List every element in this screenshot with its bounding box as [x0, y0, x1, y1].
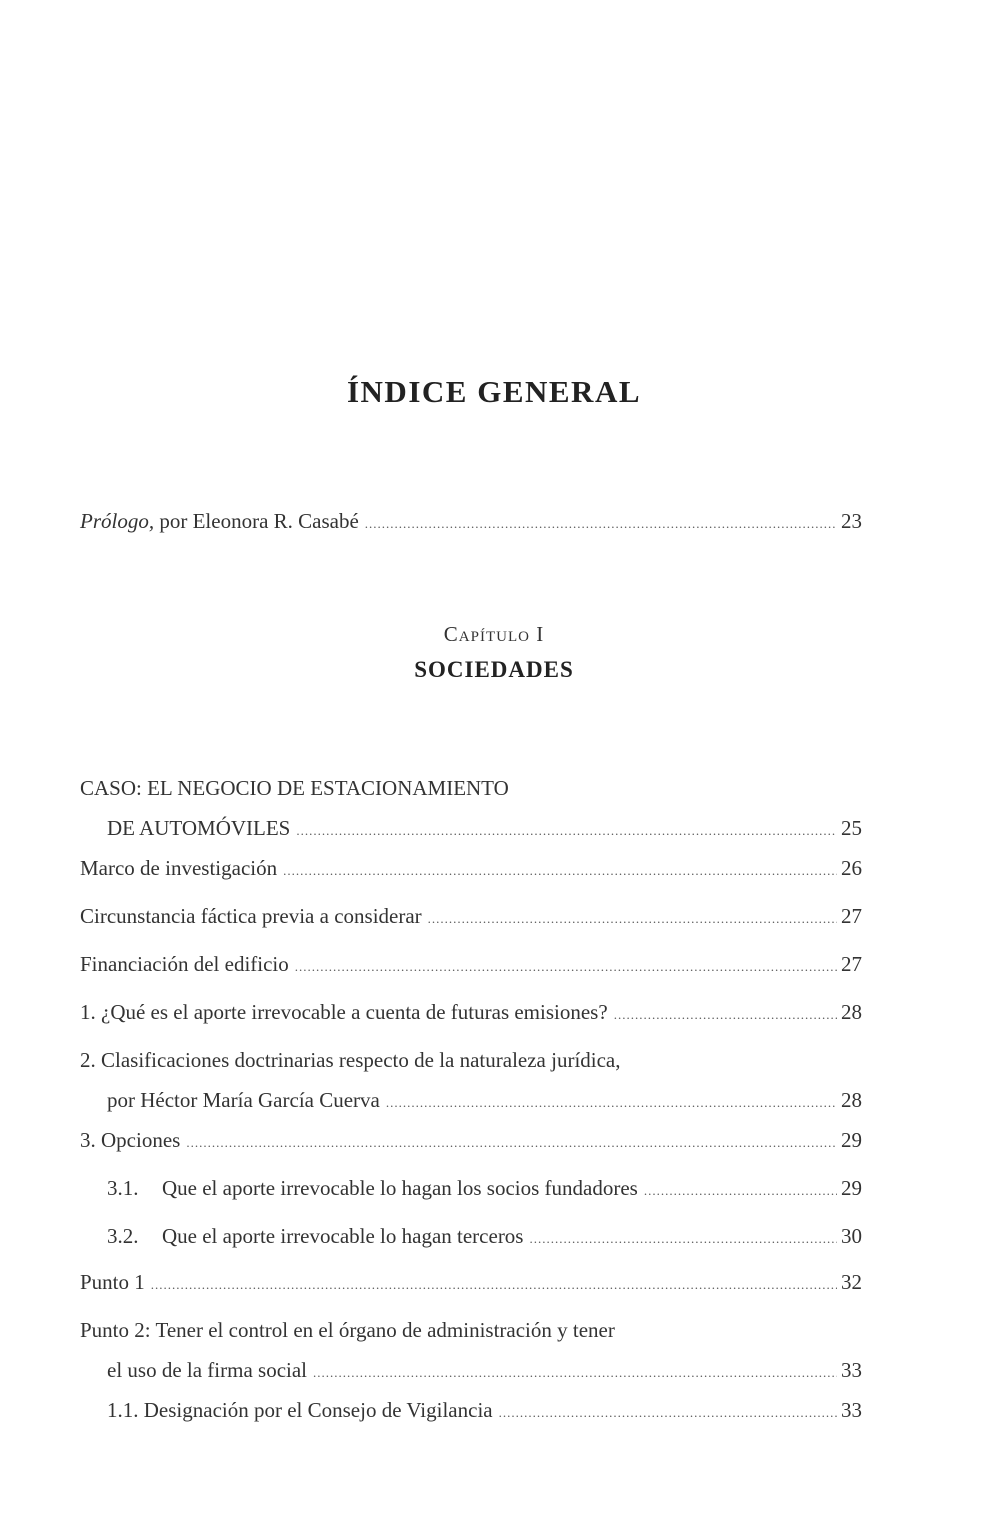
- toc-entry-text: 2. Clasificaciones doctrinarias respecto de la naturaleza jurídica,: [80, 1048, 621, 1072]
- toc-entry-text: 1. ¿Qué es el aporte irrevocable a cuenta de futuras emisiones?: [80, 1000, 608, 1024]
- page-number: 29: [841, 1176, 862, 1200]
- dot-leader: [295, 947, 837, 987]
- toc-entry-opcion-3-1[interactable]: [80, 1168, 862, 1208]
- page-number: 27: [841, 904, 862, 928]
- page-number: 26: [841, 856, 862, 880]
- toc-entry-text: DE AUTOMÓVILES: [107, 816, 291, 840]
- toc-entry-text: CASO: EL NEGOCIO DE ESTACIONAMIENTO: [80, 776, 509, 800]
- dot-leader: [386, 1083, 837, 1123]
- dot-leader: [614, 995, 837, 1035]
- toc-entry-designacion[interactable]: [80, 1390, 862, 1430]
- dot-leader: [428, 899, 837, 939]
- toc-entry-punto-2[interactable]: [80, 1310, 862, 1390]
- page-number: 30: [841, 1224, 862, 1248]
- dot-leader: [186, 1123, 837, 1163]
- dot-leader: [296, 811, 837, 851]
- toc-entry-text: 3. Opciones: [80, 1128, 181, 1152]
- toc-entry-text: Marco de investigación: [80, 856, 278, 880]
- page-number: 27: [841, 952, 862, 976]
- toc-entry-opcion-3-2[interactable]: [80, 1216, 862, 1256]
- page-number: 28: [841, 1088, 862, 1112]
- dot-leader: [365, 504, 837, 544]
- section-number: 1.1.: [107, 1398, 139, 1422]
- toc-entry-marco[interactable]: [80, 848, 862, 888]
- page-title: ÍNDICE GENERAL: [346, 374, 642, 409]
- page-number: 23: [841, 509, 862, 533]
- toc-entry-punto-1[interactable]: [80, 1262, 862, 1302]
- prologo-label: Prólogo,: [80, 509, 155, 533]
- toc-entry-clasificaciones[interactable]: [80, 1040, 862, 1120]
- page-number: 32: [841, 1270, 862, 1294]
- page-number: 33: [841, 1358, 862, 1382]
- dot-leader: [283, 851, 837, 891]
- dot-leader: [644, 1171, 837, 1211]
- dot-leader: [313, 1353, 837, 1393]
- prologo-author: por Eleonora R. Casabé: [154, 509, 359, 533]
- section-number: 3.1.: [107, 1176, 139, 1200]
- toc-entry-text: Punto 2: Tener el control en el órgano de administración y tener: [80, 1318, 615, 1342]
- toc-entry-text: por Héctor María García Cuerva: [107, 1088, 380, 1112]
- page-number: 29: [841, 1128, 862, 1152]
- toc-entry-opciones[interactable]: [80, 1120, 862, 1160]
- toc-entry-prologo[interactable]: [80, 501, 862, 541]
- chapter-title: SOCIEDADES: [414, 657, 574, 682]
- chapter-label: Capítulo I: [443, 622, 545, 646]
- toc-entry-text: Que el aporte irrevocable lo hagan terceros: [162, 1224, 524, 1248]
- toc-entry-text: el uso de la firma social: [107, 1358, 308, 1382]
- dot-leader: [151, 1265, 837, 1305]
- toc-entry-text: Que el aporte irrevocable lo hagan los socios fundadores: [162, 1176, 638, 1200]
- toc-entry-aporte[interactable]: [80, 992, 862, 1032]
- toc-entry-caso[interactable]: [80, 768, 862, 848]
- toc-entry-text: Designación por el Consejo de Vigilancia: [143, 1398, 493, 1422]
- toc-entry-text: Circunstancia fáctica previa a considerar: [80, 904, 422, 928]
- toc-entry-text: Financiación del edificio: [80, 952, 289, 976]
- toc-entry-circunstancia[interactable]: [80, 896, 862, 936]
- page-number: 28: [841, 1000, 862, 1024]
- section-number: 3.2.: [107, 1224, 139, 1248]
- toc-entry-financiacion[interactable]: [80, 944, 862, 984]
- dot-leader: [499, 1393, 837, 1433]
- page-number: 33: [841, 1398, 862, 1422]
- toc-entry-text: Punto 1: [80, 1270, 145, 1294]
- dot-leader: [529, 1219, 837, 1259]
- page-number: 25: [841, 816, 862, 840]
